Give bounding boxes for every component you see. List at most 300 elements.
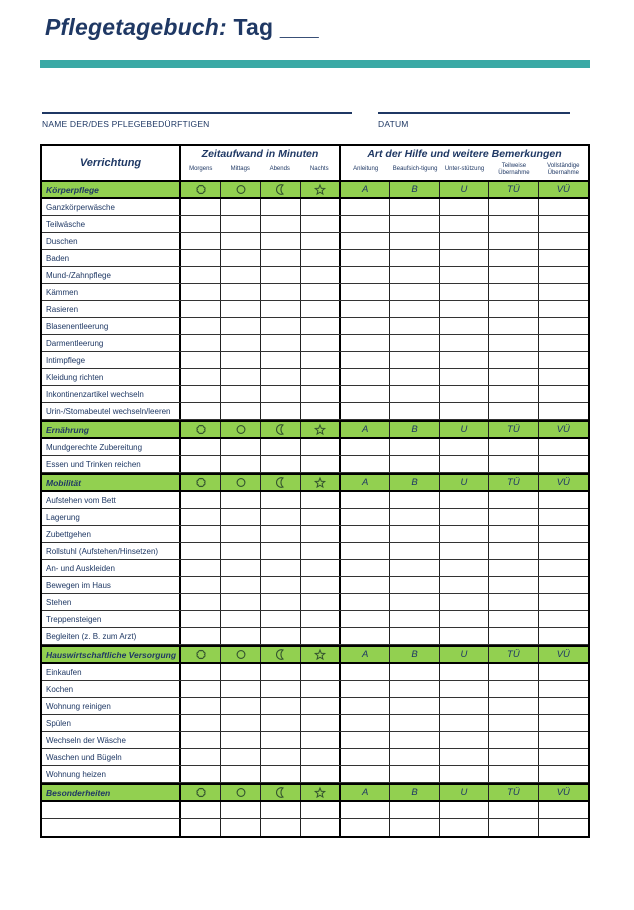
entry-cell[interactable]: [181, 715, 221, 731]
entry-cell[interactable]: [489, 318, 538, 334]
entry-cell[interactable]: [341, 301, 390, 317]
entry-cell[interactable]: [301, 335, 341, 351]
entry-cell[interactable]: [221, 386, 261, 402]
entry-cell[interactable]: [301, 749, 341, 765]
entry-cell[interactable]: [440, 284, 489, 300]
entry-cell[interactable]: [440, 318, 489, 334]
entry-cell[interactable]: [489, 386, 538, 402]
entry-cell[interactable]: [341, 802, 390, 818]
entry-cell[interactable]: [440, 509, 489, 525]
entry-cell[interactable]: [301, 594, 341, 610]
entry-cell[interactable]: [489, 439, 538, 455]
entry-cell[interactable]: [440, 594, 489, 610]
entry-cell[interactable]: [301, 715, 341, 731]
entry-cell[interactable]: [390, 543, 439, 559]
entry-cell[interactable]: [181, 732, 221, 748]
entry-cell[interactable]: [539, 715, 588, 731]
entry-cell[interactable]: [539, 352, 588, 368]
entry-cell[interactable]: [539, 403, 588, 419]
entry-cell[interactable]: [489, 628, 538, 644]
entry-cell[interactable]: [390, 456, 439, 472]
entry-cell[interactable]: [181, 199, 221, 215]
entry-cell[interactable]: [489, 250, 538, 266]
entry-cell[interactable]: [181, 560, 221, 576]
entry-cell[interactable]: [261, 352, 301, 368]
entry-cell[interactable]: [221, 352, 261, 368]
entry-cell[interactable]: [261, 577, 301, 593]
entry-cell[interactable]: [301, 233, 341, 249]
entry-cell[interactable]: [181, 628, 221, 644]
entry-cell[interactable]: [489, 301, 538, 317]
entry-cell[interactable]: [301, 216, 341, 232]
entry-cell[interactable]: [390, 766, 439, 782]
entry-cell[interactable]: [390, 560, 439, 576]
entry-cell[interactable]: [390, 403, 439, 419]
entry-cell[interactable]: [181, 301, 221, 317]
entry-cell[interactable]: [341, 628, 390, 644]
entry-cell[interactable]: [489, 594, 538, 610]
name-input-line[interactable]: [42, 102, 352, 114]
entry-cell[interactable]: [301, 318, 341, 334]
entry-cell[interactable]: [221, 628, 261, 644]
entry-cell[interactable]: [390, 628, 439, 644]
entry-cell[interactable]: [221, 216, 261, 232]
entry-cell[interactable]: [301, 250, 341, 266]
entry-cell[interactable]: [489, 715, 538, 731]
entry-cell[interactable]: [301, 628, 341, 644]
entry-cell[interactable]: [261, 267, 301, 283]
entry-cell[interactable]: [341, 456, 390, 472]
entry-cell[interactable]: [390, 526, 439, 542]
entry-cell[interactable]: [440, 369, 489, 385]
entry-cell[interactable]: [489, 216, 538, 232]
entry-cell[interactable]: [221, 403, 261, 419]
entry-cell[interactable]: [341, 594, 390, 610]
entry-cell[interactable]: [440, 715, 489, 731]
entry-cell[interactable]: [221, 267, 261, 283]
entry-cell[interactable]: [341, 352, 390, 368]
entry-cell[interactable]: [261, 403, 301, 419]
entry-cell[interactable]: [341, 216, 390, 232]
entry-cell[interactable]: [539, 509, 588, 525]
entry-cell[interactable]: [221, 456, 261, 472]
entry-cell[interactable]: [489, 199, 538, 215]
entry-cell[interactable]: [489, 352, 538, 368]
entry-cell[interactable]: [341, 715, 390, 731]
entry-cell[interactable]: [440, 628, 489, 644]
entry-cell[interactable]: [341, 543, 390, 559]
entry-cell[interactable]: [539, 335, 588, 351]
entry-cell[interactable]: [221, 577, 261, 593]
entry-cell[interactable]: [221, 543, 261, 559]
entry-cell[interactable]: [440, 456, 489, 472]
entry-cell[interactable]: [440, 698, 489, 714]
entry-cell[interactable]: [390, 199, 439, 215]
entry-cell[interactable]: [390, 749, 439, 765]
entry-cell[interactable]: [261, 509, 301, 525]
entry-cell[interactable]: [489, 577, 538, 593]
entry-cell[interactable]: [440, 216, 489, 232]
entry-cell[interactable]: [261, 216, 301, 232]
entry-cell[interactable]: [341, 318, 390, 334]
entry-cell[interactable]: [341, 749, 390, 765]
entry-cell[interactable]: [539, 369, 588, 385]
entry-cell[interactable]: [539, 802, 588, 818]
entry-cell[interactable]: [440, 664, 489, 680]
entry-cell[interactable]: [261, 681, 301, 697]
entry-cell[interactable]: [341, 439, 390, 455]
entry-cell[interactable]: [181, 611, 221, 627]
entry-cell[interactable]: [539, 284, 588, 300]
entry-cell[interactable]: [221, 681, 261, 697]
entry-cell[interactable]: [341, 250, 390, 266]
entry-cell[interactable]: [261, 492, 301, 508]
entry-cell[interactable]: [341, 199, 390, 215]
entry-cell[interactable]: [390, 732, 439, 748]
entry-cell[interactable]: [539, 250, 588, 266]
entry-cell[interactable]: [261, 543, 301, 559]
entry-cell[interactable]: [539, 560, 588, 576]
entry-cell[interactable]: [261, 664, 301, 680]
entry-cell[interactable]: [341, 369, 390, 385]
entry-cell[interactable]: [390, 284, 439, 300]
entry-cell[interactable]: [181, 749, 221, 765]
entry-cell[interactable]: [181, 318, 221, 334]
entry-cell[interactable]: [181, 698, 221, 714]
entry-cell[interactable]: [181, 250, 221, 266]
entry-cell[interactable]: [440, 766, 489, 782]
entry-cell[interactable]: [301, 352, 341, 368]
entry-cell[interactable]: [261, 335, 301, 351]
entry-cell[interactable]: [539, 318, 588, 334]
entry-cell[interactable]: [261, 456, 301, 472]
entry-cell[interactable]: [221, 526, 261, 542]
entry-cell[interactable]: [390, 492, 439, 508]
entry-cell[interactable]: [489, 526, 538, 542]
entry-cell[interactable]: [341, 819, 390, 836]
entry-cell[interactable]: [539, 526, 588, 542]
entry-cell[interactable]: [390, 335, 439, 351]
entry-cell[interactable]: [489, 766, 538, 782]
entry-cell[interactable]: [489, 335, 538, 351]
entry-cell[interactable]: [390, 233, 439, 249]
entry-cell[interactable]: [539, 267, 588, 283]
entry-cell[interactable]: [440, 802, 489, 818]
entry-cell[interactable]: [301, 301, 341, 317]
entry-cell[interactable]: [341, 681, 390, 697]
entry-cell[interactable]: [489, 802, 538, 818]
entry-cell[interactable]: [301, 456, 341, 472]
entry-cell[interactable]: [181, 386, 221, 402]
entry-cell[interactable]: [341, 233, 390, 249]
entry-cell[interactable]: [539, 611, 588, 627]
entry-cell[interactable]: [261, 301, 301, 317]
entry-cell[interactable]: [341, 577, 390, 593]
entry-cell[interactable]: [181, 335, 221, 351]
entry-cell[interactable]: [440, 439, 489, 455]
entry-cell[interactable]: [301, 403, 341, 419]
entry-cell[interactable]: [489, 681, 538, 697]
entry-cell[interactable]: [301, 664, 341, 680]
entry-cell[interactable]: [539, 664, 588, 680]
entry-cell[interactable]: [261, 698, 301, 714]
entry-cell[interactable]: [301, 267, 341, 283]
entry-cell[interactable]: [440, 526, 489, 542]
entry-cell[interactable]: [341, 560, 390, 576]
entry-cell[interactable]: [301, 543, 341, 559]
entry-cell[interactable]: [261, 250, 301, 266]
entry-cell[interactable]: [42, 819, 181, 836]
entry-cell[interactable]: [221, 492, 261, 508]
entry-cell[interactable]: [221, 199, 261, 215]
entry-cell[interactable]: [221, 594, 261, 610]
entry-cell[interactable]: [221, 369, 261, 385]
entry-cell[interactable]: [221, 802, 261, 818]
entry-cell[interactable]: [181, 526, 221, 542]
entry-cell[interactable]: [440, 386, 489, 402]
entry-cell[interactable]: [390, 439, 439, 455]
entry-cell[interactable]: [489, 698, 538, 714]
entry-cell[interactable]: [489, 749, 538, 765]
entry-cell[interactable]: [539, 698, 588, 714]
entry-cell[interactable]: [181, 267, 221, 283]
entry-cell[interactable]: [301, 732, 341, 748]
entry-cell[interactable]: [341, 403, 390, 419]
entry-cell[interactable]: [221, 509, 261, 525]
entry-cell[interactable]: [341, 284, 390, 300]
entry-cell[interactable]: [221, 301, 261, 317]
entry-cell[interactable]: [181, 664, 221, 680]
entry-cell[interactable]: [261, 819, 301, 836]
entry-cell[interactable]: [489, 284, 538, 300]
entry-cell[interactable]: [489, 509, 538, 525]
entry-cell[interactable]: [301, 560, 341, 576]
entry-cell[interactable]: [440, 301, 489, 317]
entry-cell[interactable]: [440, 749, 489, 765]
entry-cell[interactable]: [261, 715, 301, 731]
entry-cell[interactable]: [301, 492, 341, 508]
entry-cell[interactable]: [181, 284, 221, 300]
entry-cell[interactable]: [539, 492, 588, 508]
entry-cell[interactable]: [390, 250, 439, 266]
entry-cell[interactable]: [301, 439, 341, 455]
entry-cell[interactable]: [341, 492, 390, 508]
entry-cell[interactable]: [181, 439, 221, 455]
entry-cell[interactable]: [261, 732, 301, 748]
entry-cell[interactable]: [181, 577, 221, 593]
entry-cell[interactable]: [221, 732, 261, 748]
entry-cell[interactable]: [301, 698, 341, 714]
entry-cell[interactable]: [390, 594, 439, 610]
entry-cell[interactable]: [221, 560, 261, 576]
entry-cell[interactable]: [539, 732, 588, 748]
entry-cell[interactable]: [301, 199, 341, 215]
entry-cell[interactable]: [390, 698, 439, 714]
entry-cell[interactable]: [221, 664, 261, 680]
entry-cell[interactable]: [221, 318, 261, 334]
entry-cell[interactable]: [390, 509, 439, 525]
entry-cell[interactable]: [301, 681, 341, 697]
entry-cell[interactable]: [539, 766, 588, 782]
entry-cell[interactable]: [181, 216, 221, 232]
entry-cell[interactable]: [440, 732, 489, 748]
entry-cell[interactable]: [301, 802, 341, 818]
entry-cell[interactable]: [181, 766, 221, 782]
date-input-line[interactable]: [378, 102, 570, 114]
entry-cell[interactable]: [341, 611, 390, 627]
entry-cell[interactable]: [539, 819, 588, 836]
entry-cell[interactable]: [341, 509, 390, 525]
entry-cell[interactable]: [489, 611, 538, 627]
entry-cell[interactable]: [181, 802, 221, 818]
entry-cell[interactable]: [440, 560, 489, 576]
entry-cell[interactable]: [539, 577, 588, 593]
entry-cell[interactable]: [261, 594, 301, 610]
entry-cell[interactable]: [539, 749, 588, 765]
entry-cell[interactable]: [261, 802, 301, 818]
entry-cell[interactable]: [489, 403, 538, 419]
entry-cell[interactable]: [181, 403, 221, 419]
entry-cell[interactable]: [539, 199, 588, 215]
entry-cell[interactable]: [539, 628, 588, 644]
entry-cell[interactable]: [489, 732, 538, 748]
entry-cell[interactable]: [261, 749, 301, 765]
entry-cell[interactable]: [489, 819, 538, 836]
entry-cell[interactable]: [221, 766, 261, 782]
entry-cell[interactable]: [390, 819, 439, 836]
entry-cell[interactable]: [539, 543, 588, 559]
entry-cell[interactable]: [181, 819, 221, 836]
entry-cell[interactable]: [301, 509, 341, 525]
entry-cell[interactable]: [221, 698, 261, 714]
entry-cell[interactable]: [181, 352, 221, 368]
entry-cell[interactable]: [42, 802, 181, 818]
entry-cell[interactable]: [440, 233, 489, 249]
entry-cell[interactable]: [390, 577, 439, 593]
entry-cell[interactable]: [489, 664, 538, 680]
entry-cell[interactable]: [489, 560, 538, 576]
entry-cell[interactable]: [261, 284, 301, 300]
entry-cell[interactable]: [221, 233, 261, 249]
entry-cell[interactable]: [181, 369, 221, 385]
entry-cell[interactable]: [301, 766, 341, 782]
entry-cell[interactable]: [390, 267, 439, 283]
entry-cell[interactable]: [440, 199, 489, 215]
entry-cell[interactable]: [221, 335, 261, 351]
entry-cell[interactable]: [489, 456, 538, 472]
entry-cell[interactable]: [181, 681, 221, 697]
entry-cell[interactable]: [341, 267, 390, 283]
entry-cell[interactable]: [539, 456, 588, 472]
entry-cell[interactable]: [440, 267, 489, 283]
entry-cell[interactable]: [489, 492, 538, 508]
entry-cell[interactable]: [390, 216, 439, 232]
entry-cell[interactable]: [341, 698, 390, 714]
entry-cell[interactable]: [261, 526, 301, 542]
entry-cell[interactable]: [301, 611, 341, 627]
entry-cell[interactable]: [440, 611, 489, 627]
entry-cell[interactable]: [301, 369, 341, 385]
entry-cell[interactable]: [390, 715, 439, 731]
entry-cell[interactable]: [261, 386, 301, 402]
entry-cell[interactable]: [489, 369, 538, 385]
entry-cell[interactable]: [221, 749, 261, 765]
entry-cell[interactable]: [301, 386, 341, 402]
entry-cell[interactable]: [440, 352, 489, 368]
entry-cell[interactable]: [181, 492, 221, 508]
entry-cell[interactable]: [181, 594, 221, 610]
entry-cell[interactable]: [221, 439, 261, 455]
entry-cell[interactable]: [341, 664, 390, 680]
entry-cell[interactable]: [301, 819, 341, 836]
entry-cell[interactable]: [390, 611, 439, 627]
entry-cell[interactable]: [539, 233, 588, 249]
entry-cell[interactable]: [341, 732, 390, 748]
entry-cell[interactable]: [301, 526, 341, 542]
entry-cell[interactable]: [261, 611, 301, 627]
entry-cell[interactable]: [301, 284, 341, 300]
entry-cell[interactable]: [341, 386, 390, 402]
entry-cell[interactable]: [440, 577, 489, 593]
entry-cell[interactable]: [221, 715, 261, 731]
entry-cell[interactable]: [489, 233, 538, 249]
entry-cell[interactable]: [181, 543, 221, 559]
entry-cell[interactable]: [261, 233, 301, 249]
entry-cell[interactable]: [390, 802, 439, 818]
entry-cell[interactable]: [261, 369, 301, 385]
entry-cell[interactable]: [539, 386, 588, 402]
entry-cell[interactable]: [390, 352, 439, 368]
entry-cell[interactable]: [261, 199, 301, 215]
entry-cell[interactable]: [221, 611, 261, 627]
entry-cell[interactable]: [181, 509, 221, 525]
entry-cell[interactable]: [489, 267, 538, 283]
entry-cell[interactable]: [539, 439, 588, 455]
entry-cell[interactable]: [221, 819, 261, 836]
entry-cell[interactable]: [489, 543, 538, 559]
entry-cell[interactable]: [261, 628, 301, 644]
entry-cell[interactable]: [539, 301, 588, 317]
entry-cell[interactable]: [181, 233, 221, 249]
entry-cell[interactable]: [390, 681, 439, 697]
entry-cell[interactable]: [390, 301, 439, 317]
entry-cell[interactable]: [539, 594, 588, 610]
entry-cell[interactable]: [341, 526, 390, 542]
entry-cell[interactable]: [261, 439, 301, 455]
entry-cell[interactable]: [221, 284, 261, 300]
entry-cell[interactable]: [390, 369, 439, 385]
entry-cell[interactable]: [301, 577, 341, 593]
entry-cell[interactable]: [341, 766, 390, 782]
entry-cell[interactable]: [390, 664, 439, 680]
entry-cell[interactable]: [181, 456, 221, 472]
entry-cell[interactable]: [390, 318, 439, 334]
entry-cell[interactable]: [440, 492, 489, 508]
entry-cell[interactable]: [440, 543, 489, 559]
entry-cell[interactable]: [539, 681, 588, 697]
entry-cell[interactable]: [440, 335, 489, 351]
entry-cell[interactable]: [440, 403, 489, 419]
entry-cell[interactable]: [539, 216, 588, 232]
entry-cell[interactable]: [440, 819, 489, 836]
entry-cell[interactable]: [440, 681, 489, 697]
entry-cell[interactable]: [341, 335, 390, 351]
entry-cell[interactable]: [261, 318, 301, 334]
entry-cell[interactable]: [261, 560, 301, 576]
entry-cell[interactable]: [390, 386, 439, 402]
entry-cell[interactable]: [261, 766, 301, 782]
entry-cell[interactable]: [440, 250, 489, 266]
